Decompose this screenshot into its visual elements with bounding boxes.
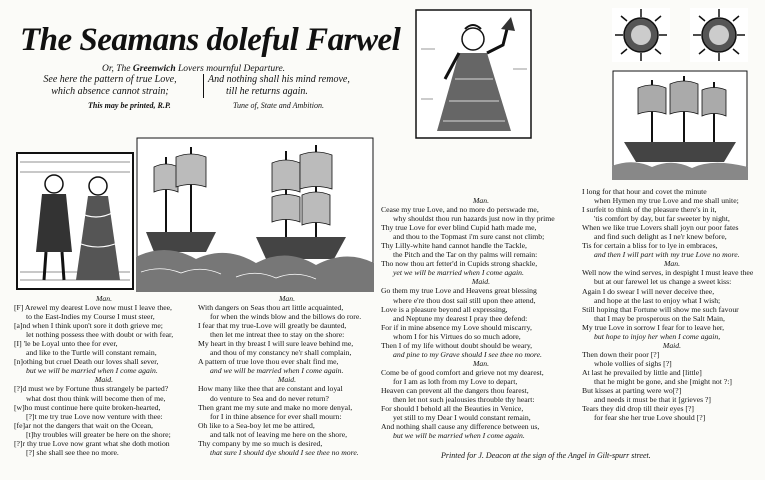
verse-line: for when the winds blow and the billows do rore. [210,312,362,322]
verse-line: then let not such jealousies throuble thy heart: [393,395,535,405]
verse-line: yet we will be married when I come again. [393,268,524,278]
woodcut-sun-right [690,8,748,62]
subtitle-part-a: Or, The [102,64,133,74]
verse-line: Go them my true Love and Heavens great blessing [381,286,537,296]
verse-line: and like to the Turtle will constant remain, [26,348,157,358]
intro-verse-left [20,74,200,98]
verse-line: to the East-Indies my Course I must steer, [26,312,155,322]
verse-line: but we will be married when I come again. [393,431,525,441]
verse-line: why shouldst thou run hazards just now in thy prime [393,214,555,224]
verse-line: Love is a pleasure beyond all expressing, [381,304,508,314]
text-column-3 [381,196,581,440]
verse-line: Tho now thou art fetter'd in Cupids strong shackle, [381,259,538,269]
verse-line: Then down their poor [?] [582,349,660,359]
speaker-label: Man. [472,358,489,368]
verse-line: When we like true Lovers shall joyn our poor fates [582,223,739,233]
subtitle-part-c: Lovers mournful Departure. [175,64,286,74]
license-note: This may be printed, R.P. [88,101,171,110]
verse-line: Well now the wind serves, in despight I must leave thee [582,268,754,278]
verse-line: and talk not of leaving me here on the shore, [210,429,348,439]
speaker-label: Maid. [277,375,297,385]
speaker-label: Man. [278,294,295,303]
verse-line: For should I behold all the Beauties in Venice, [381,404,524,414]
text-column-2 [198,294,376,457]
verse-line: [?]d must we by Fortune thus strangely be parted? [14,384,169,394]
intro-right-line: till he returns again. [226,86,308,97]
intro-left-line: See here the pattern of true Love, [43,74,177,85]
verse-line: 'tis comfort by day, but far sweeter by night, [594,214,730,224]
verse-line: I surfeit to think of the pleasure there's in it, [582,205,717,215]
intro-right-line: And nothing shall his mind remove, [208,74,350,85]
verse-line: whole vollies of sighs [?] [594,358,672,368]
verse-line: for I am as loth from my Love to depart, [393,376,518,386]
verse-line: and find such delight as I ne'r knew before, [594,232,727,242]
printer-imprint: Printed for J. Deacon at the sign of the Angel in Gilt-spurr street. [441,451,651,460]
woodcut-couple [16,152,134,290]
verse-line: where e're thou dost sail still upon thee attend, [393,295,536,305]
verse-line: and we will be married when I come again. [210,366,344,376]
verse-line: Thy company by me so much is desired, [198,438,323,448]
verse-line: Heaven can prevent all the dangers thou fearest, [381,385,529,395]
verse-line: Then I of my life without doubt should be weary, [381,340,533,350]
woodcut-ships [136,137,374,292]
verse-line: And nothing shall cause any difference between us, [381,422,540,432]
text-column-1 [14,294,194,457]
woodcut-ship-right [612,70,748,180]
verse-line: A pattern of true love thou ever shalt find me, [198,357,339,367]
speaker-label: Man. [663,259,680,269]
verse-line: and thou of my constancy ne'r shall complain, [210,348,352,358]
verse-line: [n]othing but cruel Death our loves shall sever, [14,357,159,367]
verse-line: for fear she her true Love should [?] [594,413,706,423]
verse-line: but we will be married when I come again. [26,366,158,376]
verse-line: that I may be prosperous on the Salt Main, [594,313,725,323]
verse-line: Thy true Love for ever blind Cupid hath made me, [381,223,537,233]
verse-line: and then I will part with my true Love no more. [594,250,740,260]
verse-line: and thou to the Topmast i'm sure canst not climb; [393,232,545,242]
sun-left-svg [612,8,670,62]
verse-line: [?] she shall see thee no more. [26,447,119,457]
woodcut-sun-left [612,8,670,62]
speaker-label: Man. [95,294,112,303]
verse-line: At last he prevailed by little and [little] [582,367,702,377]
speaker-label: Maid. [94,375,114,385]
speaker-label: Man. [472,196,489,205]
verse-line: [w]ho must continue here quite broken-hearted, [14,402,161,412]
woodcut-ships-svg [136,137,374,292]
verse-line: [t]hy troubles will greater be here on the shore; [26,429,171,439]
intro-verse-right [203,74,388,98]
woodcut-couple-svg [16,152,134,290]
verse-line: then let me intreat thee to stay on the shore: [210,330,345,340]
verse-line: Oh like to a Sea-boy let me be attired, [198,420,315,430]
speaker-label: Maid. [471,277,491,287]
verse-line: but hope to injoy her when I come again, [594,331,721,341]
verse-line: and Neptune my dearest I pray thee defend: [393,313,528,323]
ballad-title: The Seamans doleful Farwel [20,22,401,58]
verse-line: My heart in thy breast I will sure leave behind me, [198,339,354,349]
verse-line: [I] 'le be Loyal unto thee for ever, [14,339,118,349]
verse-line: Again I do swear I will never deceive thee, [582,286,715,296]
verse-line: Come be of good comfort and grieve not my dearest, [381,367,544,377]
verse-line: let nothing possess thee with doubt or with fear, [26,330,174,340]
verse-line: Tears they did drop till their eyes [?] [582,404,694,414]
text-column-4 [582,187,762,422]
sun-right-svg [690,8,748,62]
verse-line: Tis for certain a bliss for to lye in embraces, [582,241,718,251]
verse-line: For if in mine absence my Love should miscarry, [381,322,532,332]
verse-line: My true Love in sorrow I fear for to leave her, [582,322,725,332]
verse-line: [F] Arewel my dearest Love now must I leave thee, [14,303,172,313]
verse-line: that he might be gone, and she [might not ?:] [594,376,732,386]
tune-note: Tune of, State and Ambition. [233,101,324,110]
verse-line: and pine to my Grave should I see thee no more. [393,349,542,359]
verse-line: [fe]ar not the dangers that wait on the Ocean, [14,420,153,430]
verse-line: I long for that hour and covet the minute [582,187,707,196]
verse-line: I fear that my true-Love will greatly be daunted, [198,321,347,331]
intro-left-line: which absence cannot strain; [51,86,169,97]
verse-line: [?]r thy true Love now grant what she doth motion [14,438,170,448]
subtitle-part-b: Greenwich [132,64,176,74]
ship-right-svg [612,70,748,180]
verse-line: [?]t me try true Love now venture with thee: [26,411,163,421]
verse-line: yet still to my Dear I would constant remain, [393,413,531,423]
verse-line: But kisses at parting were wo[?] [582,386,682,396]
woodcut-woman [415,9,532,139]
verse-line: what dost thou think will become then of me, [26,393,166,403]
verse-line: and hope at the last to enjoy what I wish; [594,295,721,305]
verse-line: [a]nd when I think upon't sore it doth grieve me; [14,321,163,331]
verse-line: Thy Lilly-white hand cannot handle the Tackle, [381,241,527,251]
speaker-label: Maid. [662,340,682,350]
verse-line: but at our farewel let us change a sweet kiss: [594,277,732,287]
verse-line: the Pitch and the Tar on thy palms will remain: [393,250,538,260]
verse-line: and needs it must be that it [grieves ?] [594,395,711,405]
verse-line: How many like thee that are constant and loyal [198,384,343,394]
verse-line: for I in thine absence for ever shall mourn: [210,411,342,421]
verse-line: when Hymen my true Love and me shall unite; [594,196,739,206]
verse-line: Cease my true Love, and no more do perswade me, [381,205,539,215]
verse-line: With dangers on Seas thou art little acquainted, [198,303,344,313]
ballad-subtitle [102,64,285,74]
verse-line: Still hoping that Fortune will show me such favour [582,304,739,314]
verse-line: that sure I should dye should I see thee no more. [210,447,359,457]
verse-line: whom I for his Virtues do so much adore, [393,331,521,341]
verse-line: do venture to Sea and do never return? [210,393,329,403]
woodcut-woman-svg [415,9,532,139]
verse-line: Then grant me my sute and make no more denyal, [198,402,353,412]
